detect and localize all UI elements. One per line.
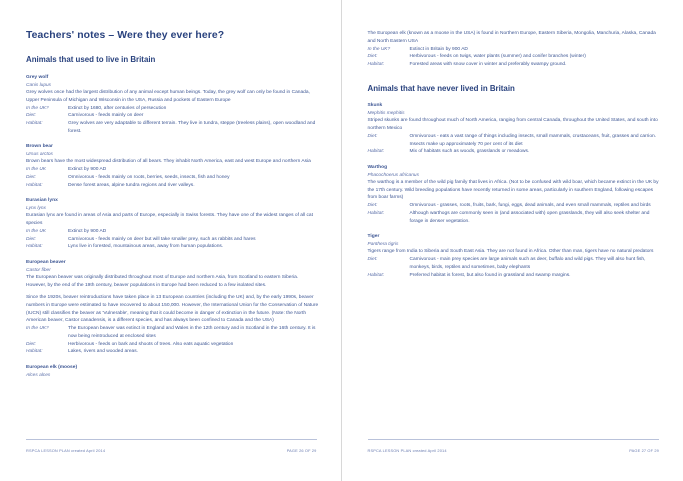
animal-entry-european-elk [26, 364, 319, 379]
animal-name: European beaver [26, 260, 66, 266]
animal-description: Tigers range from India to Siberia and South East Asia. They are not found in Africa. Other than man, tigers have no natural predators [367, 249, 654, 255]
fact-row [368, 256, 660, 271]
fact-value: Lakes, rivers and wooded areas. [68, 349, 139, 355]
animal-description: The warthog is a member of the wild pig family that lives in Africa. (Not to be confused with wild boar, which became extinct in the UK by the 17th century. Wild breeding populations have recently returned in some areas, particularly in southern England, following escapes from boar farms) [367, 179, 659, 201]
fact-label: Diet: [26, 341, 36, 347]
fact-value: Extinct by 900 AD [68, 229, 107, 235]
fact-label: Habitat: [26, 182, 43, 188]
fact-label: In the UK [26, 167, 46, 173]
fact-value: Extinct in Britain by 900 AD [409, 46, 468, 52]
fact-row [368, 46, 660, 54]
fact-row [26, 325, 319, 340]
animal-description-continued: Since the 1920s, beaver reintroductions have taken place in 13 European countries (including the UK) and, by the early 1990s, beaver numbers in Europe were estimated to have recovered to about 150,000. However, the International Union for the Conservation of Nature (IUCN) still classifies the beaver as 'Vulnerable', meaning that it could become in danger of extinction in the future. (Note: the North American beaver, Castor canadensis, is a different species, and has always been confined to Canada and the USA) [26, 295, 319, 324]
fact-label: Diet: [367, 54, 378, 60]
fact-value: Mix of habitats such as woods, grasslands or meadows. [409, 149, 530, 155]
fact-label: Diet: [367, 133, 378, 139]
animal-name: Eurasian lynx [26, 198, 58, 204]
animal-description: Grey wolves once had the largest distribution of any animal except human beings. Today, the grey wolf can only be found in Canada, Upper Peninsula of Michigan and Wisconsin in the USA, Russia and pockets of Eastern Europe [26, 89, 310, 103]
animal-facts [26, 228, 319, 251]
section-heading-never-lived: Animals that have never lived in Britain [367, 83, 515, 93]
fact-row [26, 228, 319, 236]
animal-entry-eurasian-lynx [26, 197, 319, 251]
animal-facts [26, 166, 319, 189]
animal-latin-name: Castor fiber [26, 267, 51, 273]
fact-value: The European beaver was extinct in England and Wales in the 12th century and in Scotland in the 16th century. It is now being reintroduced at enclosed sites [68, 326, 316, 340]
fact-value: Herbivorous - feeds on bark and shoots of trees. Also eats aquatic vegetation [68, 341, 234, 347]
animal-name: Tiger [367, 234, 380, 240]
footer-page-number: PAGE 26 OF 29 [286, 448, 317, 453]
fact-label: Habitat: [26, 121, 43, 127]
fact-row [26, 348, 319, 356]
fact-value: Carnivorous - main prey species are large animals such as deer, buffalo and wild pigs. They will also hunt fish, monkeys, birds, reptiles and sometimes, baby elephants [409, 257, 646, 271]
fact-row [26, 243, 319, 251]
animal-description: Eurasian lynx are found in areas of Asia and parts of Europe, especially in Swiss forests. They have one of the widest ranges of all cat species [26, 213, 313, 227]
fact-label: In the UK? [26, 326, 49, 332]
fact-row [368, 272, 660, 280]
footer-divider [368, 439, 660, 440]
fact-value: Omnivorous - eats a vast range of things including insects, small mammals, crustaceans, fruit, grasses and carrion. Insects make up approximately 70 per cent of its diet [409, 133, 657, 147]
fact-row [26, 182, 319, 190]
animal-facts [26, 105, 319, 136]
fact-label: Diet: [367, 203, 378, 209]
fact-value: Carnivorous - feeds mainly on deer but will take smaller prey, such as rabbits and hares [68, 236, 256, 242]
fact-value: Forested areas with snow cover in winter and preferably swampy ground. [409, 62, 567, 68]
fact-row [368, 148, 660, 156]
fact-label: Diet: [26, 236, 36, 242]
animal-latin-name: Alces alces [26, 372, 51, 378]
fact-value: Omnivorous - feeds mainly on roots, berries, seeds, insects, fish and honey [68, 175, 230, 181]
animal-name: Brown bear [26, 144, 53, 150]
animal-entry-grey-wolf [26, 74, 319, 135]
fact-value: Extinct by 1680, after centuries of persecution [68, 105, 167, 111]
fact-row [26, 341, 319, 349]
fact-row [26, 112, 319, 120]
fact-label: In the UK? [367, 46, 391, 52]
fact-row [368, 133, 660, 148]
fact-value: Lynx live in forested, mountainous areas, away from human populations. [68, 244, 224, 250]
animal-latin-name: Panthera tigris [367, 241, 399, 247]
footer-source-text: RSPCA LESSON PLAN created April 2014 [367, 448, 447, 453]
fact-label: Habitat: [26, 349, 43, 355]
fact-label: Diet: [26, 113, 36, 119]
animal-facts [26, 325, 319, 356]
animal-latin-name: Phacochoerus africanus [367, 172, 419, 178]
animal-entry-tiger [368, 233, 660, 279]
animal-name: European elk (moose) [26, 365, 78, 371]
fact-row [368, 53, 660, 61]
fact-value: Preferred habitat is forest, but also found in grassland and swamp margins. [409, 272, 571, 278]
page-right [342, 0, 683, 481]
animal-name: Skunk [367, 103, 383, 109]
animal-facts [368, 256, 660, 279]
fact-row [368, 210, 660, 225]
fact-value: Omnivorous - grasses, roots, fruits, bark, fungi, eggs, dead animals, and even small mammals, reptiles and birds [409, 203, 651, 209]
fact-row [368, 202, 660, 210]
fact-label: Habitat: [367, 62, 385, 68]
fact-label: Diet: [26, 175, 36, 181]
fact-value: Dense forest areas, alpine tundra regions and river valleys. [68, 182, 195, 188]
page-title: Teachers' notes – Were they ever here? [26, 30, 225, 41]
fact-value: Grey wolves are very adaptable to different terrain. They live in tundra, steppe (treeless plains), open woodland and forest. [68, 121, 316, 134]
animal-name: Grey wolf [26, 74, 49, 80]
footer-source-text: RSPCA LESSON PLAN created April 2014 [26, 448, 106, 453]
fact-value: Carnivorous - feeds mainly on deer [68, 113, 144, 119]
animal-facts [368, 133, 660, 156]
fact-row [26, 120, 319, 135]
fact-label: Habitat: [367, 149, 385, 155]
animal-entry-warthog [368, 164, 660, 225]
fact-row [26, 236, 319, 244]
animal-latin-name: Mephitis mephitis [367, 110, 405, 116]
animal-latin-name: Ursus arctos [26, 151, 53, 157]
fact-value: Extinct by 900 AD [68, 167, 107, 173]
footer-page-number: PAGE 27 OF 29 [629, 448, 659, 453]
section-heading-used-to-live: Animals that used to live in Britain [26, 55, 156, 65]
animal-facts [368, 46, 660, 69]
fact-label: In the UK? [26, 105, 49, 111]
animal-name: Warthog [367, 164, 388, 170]
fact-row [26, 105, 319, 113]
animal-description: Striped skunks are found throughout much of North America, ranging from central Canada, throughout the United States, and south into northern Mexico [367, 118, 658, 131]
fact-value: Although warthogs are commonly seen in (and associated with) open grasslands, they will also seek shelter and forage in denser vegetation. [409, 210, 650, 224]
fact-label: In the UK [26, 229, 46, 235]
fact-label: Habitat: [367, 272, 385, 278]
animal-latin-name: Canis lupus [26, 82, 52, 88]
fact-label: Habitat: [367, 210, 385, 216]
fact-label: Diet: [367, 257, 378, 263]
fact-row [368, 61, 660, 69]
fact-row [26, 174, 319, 182]
fact-value: Herbivorous - feeds on twigs, water plants (summer) and conifer branches (winter) [409, 54, 586, 60]
animal-facts [368, 202, 660, 225]
animal-latin-name: Lynx lynx [26, 206, 46, 211]
page-footer [0, 448, 341, 453]
animal-entry-brown-bear [26, 143, 319, 189]
animal-entry-skunk [368, 102, 660, 156]
page-footer [342, 448, 683, 453]
animal-description: The European beaver was originally distributed throughout most of Europe and northern Asia, from Scotland to eastern Siberia. However, by the end of the 19th century, beaver populations in Europe had been reduced to a few isolated sites. [26, 275, 299, 288]
animal-description: Brown bears have the most widespread distribution of all bears. They inhabit North America, east and west Europe and northern Asia [26, 159, 311, 165]
animal-entry-european-beaver [26, 259, 319, 356]
fact-label: Habitat: [26, 244, 43, 250]
animal-description: The European elk (known as a moose in the USA) is found in Northern Europe, Eastern Siberia, Mongolia, Manchuria, Alaska, Canada and North Eastern USA [367, 31, 656, 44]
animal-entry-european-elk-continued [368, 30, 660, 69]
fact-row [26, 166, 319, 174]
footer-divider [26, 439, 317, 440]
